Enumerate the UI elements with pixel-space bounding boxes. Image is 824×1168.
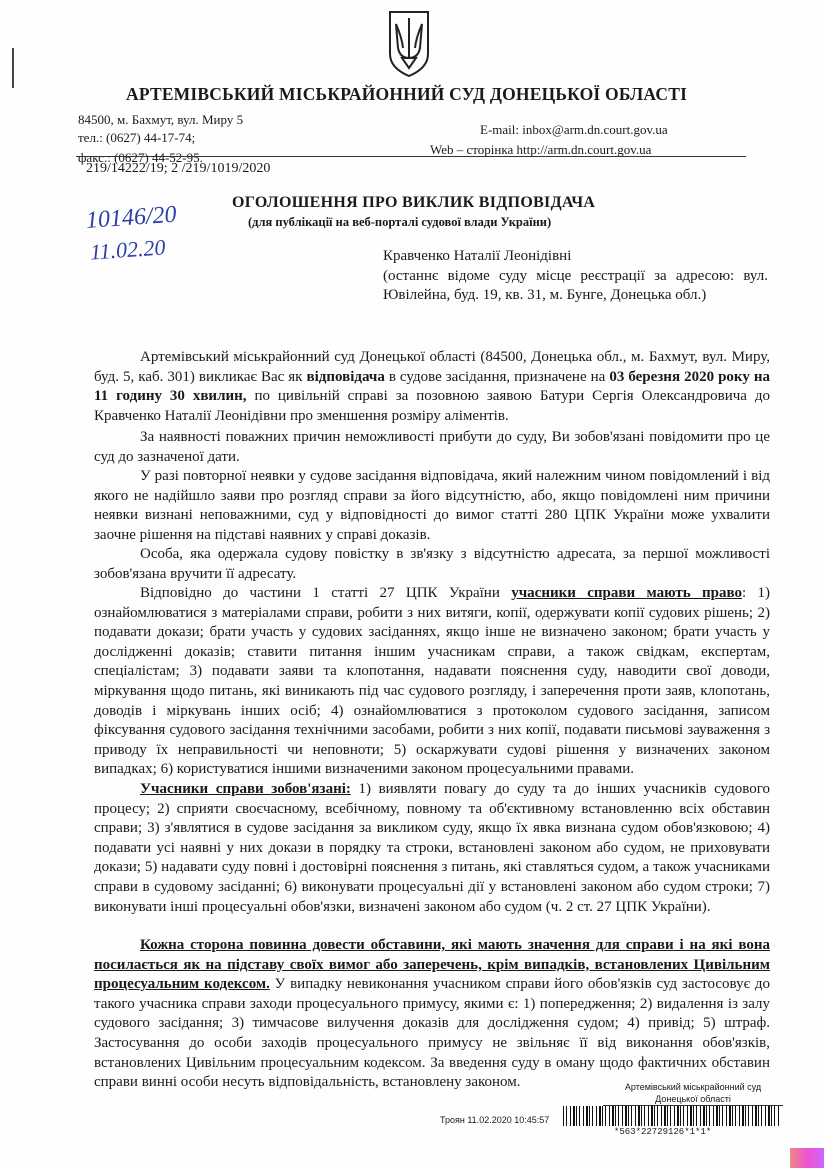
handwritten-date: 11.02.20 <box>89 234 167 265</box>
barcode <box>563 1106 783 1126</box>
barcode-text: *563*22729126*1*1* <box>614 1127 712 1137</box>
recipient-address: (останнє відоме суду місце реєстрації за адресою: вул. Ювілейна, буд. 19, кв. 31, м. Бунге, Донецька обл.) <box>383 267 768 303</box>
recipient-block <box>383 247 768 306</box>
scan-edge-mark <box>12 48 14 88</box>
court-fax: факс.: (0627) 44-52-95. <box>78 150 203 165</box>
paragraph-default-judgment: У разі повторної неявки у судове засідання відповідача, який належним чином повідомлений і від якого не надійшло заяви про розгляд справи за його відсутністю, або, якщо повідомлені ним причини неявки визнані неповажними, суд у відповідності до вимог статті 280 ЦПК України може ухвалити заочне рішення на підставі наявних у справі доказів. <box>94 468 770 543</box>
header-divider <box>76 156 746 157</box>
paragraph-rights: Відповідно до частини 1 статті 27 ЦПК України учасники справи мають право: 1) ознайомлюватися з матеріалами справи, робити з них витяги, копії, одержувати копії судових рішень; 2) подавати докази; брати участь у судових засіданнях, якщо інше не визначено законом; брати участь у дослідженні доказів; ставити питання іншим учасникам справи, а також свідкам, експертам, спеціалістам; 3) подавати заяви та клопотання, надавати пояснення суду, наводити свої доводи, міркування щодо питань, які виникають під час судового розгляду, і заперечення проти заяв, клопотань, доводів і міркувань інших осіб; 4) ознайомлюватися з протоколом судового засідання, записом фіксування судового засідання технічними засобами, робити з них копії, подавати письмові зауваження з приводу їх неправильності чи неповноти; 5) оскаржувати судові рішення у визначених законом випадках; 6) користуватися іншими визначеними законом процесуальними правами. <box>94 585 770 778</box>
document-subtitle: (для публікації на веб-порталі судової влади України) <box>248 215 552 229</box>
paragraph-evidence: Кожна сторона повинна довести обставини, які мають значення для справи і на які вона посилається як на підставу своїх вимог або заперечень, крім випадків, встановлених Цивільним процесуальним кодексом. У випадку невиконання учасником справи його обов'язків суд застосовує до такого учасника справи заходи процесуального примусу, якими є: 1) попередження; 2) видалення із залу судового засідання; 3) тимчасове вилучення доказів для дослідження судом; 4) привід; 5) штраф. Застосування до особи заходів процесуального примусу не звільняє її від виконання обов'язків, встановлених Цивільним процесуальним кодексом. За введення суду в оману щодо фактичних обставин справи винні особи несуть відповідальність, встановлену законом. <box>94 937 770 1091</box>
court-address: 84500, м. Бахмут, вул. Миру 5 <box>78 112 244 127</box>
stamp-line-2: Донецької області <box>603 1093 783 1106</box>
court-phone: тел.: (0627) 44-17-74; <box>78 130 196 145</box>
stamp-line-1: Артемівський міськрайонний суд <box>624 1082 762 1092</box>
paragraph-notify: За наявності поважних причин неможливості прибути до суду, Ви зобов'язані повідомити про це суд до зазначеної дати. <box>94 429 770 465</box>
court-name: АРТЕМІВСЬКИЙ МІСЬКРАЙОННИЙ СУД ДОНЕЦЬКОЇ ОБЛАСТІ <box>126 84 688 104</box>
paragraph-duties: Учасники справи зобов'язані: 1) виявляти повагу до суду та до інших учасників судового процесу; 2) сприяти своєчасному, всебічному, повному та об'єктивному встановленню всіх обставин справи; 3) з'являтися в судове засідання за викликом суду, якщо їх явка визнана судом обов'язковою; 4) подавати усі наявні у них докази в порядку та строки, встановлені законом або судом, не приховувати докази; 5) надавати суду повні і достовірні пояснення з питань, які ставляться судом, а також учасниками справи в судовому засіданні; 6) виконувати процесуальні дії у встановлені законом або судом строки; 7) виконувати інші процесуальні обов'язки, визначені законом або судом (ч. 2 ст. 27 ЦПК України). <box>94 781 770 915</box>
court-email: E-mail: inbox@arm.dn.court.gov.ua <box>480 122 668 137</box>
handwritten-registration <box>82 198 212 268</box>
scan-color-mark <box>790 1148 824 1168</box>
handwritten-number: 10146/20 <box>85 201 178 234</box>
trident-emblem-icon <box>386 8 432 78</box>
paragraph-summons: Артемівський міськрайонний суд Донецької області (84500, Донецька обл., м. Бахмут, вул. Миру, буд. 5, каб. 301) викликає Вас як відповідача в судове засідання, призначене на 03 березня 2020 року на 11 годину 30 хвилин, по цивільній справі за позовною заявою Батури Сергія Олександровича до Кравченко Наталії Леонідівни про зменшення розміру аліментів. <box>94 349 771 424</box>
recipient-name: Кравченко Наталії Леонідівні <box>383 248 572 264</box>
paragraph-delivery: Особа, яка одержала судову повістку в зв'язку з відсутністю адресата, за першої можливості зобов'язана вручити її адресату. <box>94 546 770 582</box>
case-number: 219/14222/19; 2 /219/1019/2020 <box>86 161 271 176</box>
court-website: Web – сторінка http://arm.dn.court.gov.ua <box>430 142 652 157</box>
court-stamp <box>603 1081 783 1106</box>
document-title: ОГОЛОШЕННЯ ПРО ВИКЛИК ВІДПОВІДАЧА <box>232 194 596 211</box>
registration-info: Троян 11.02.2020 10:45:57 <box>440 1115 550 1125</box>
